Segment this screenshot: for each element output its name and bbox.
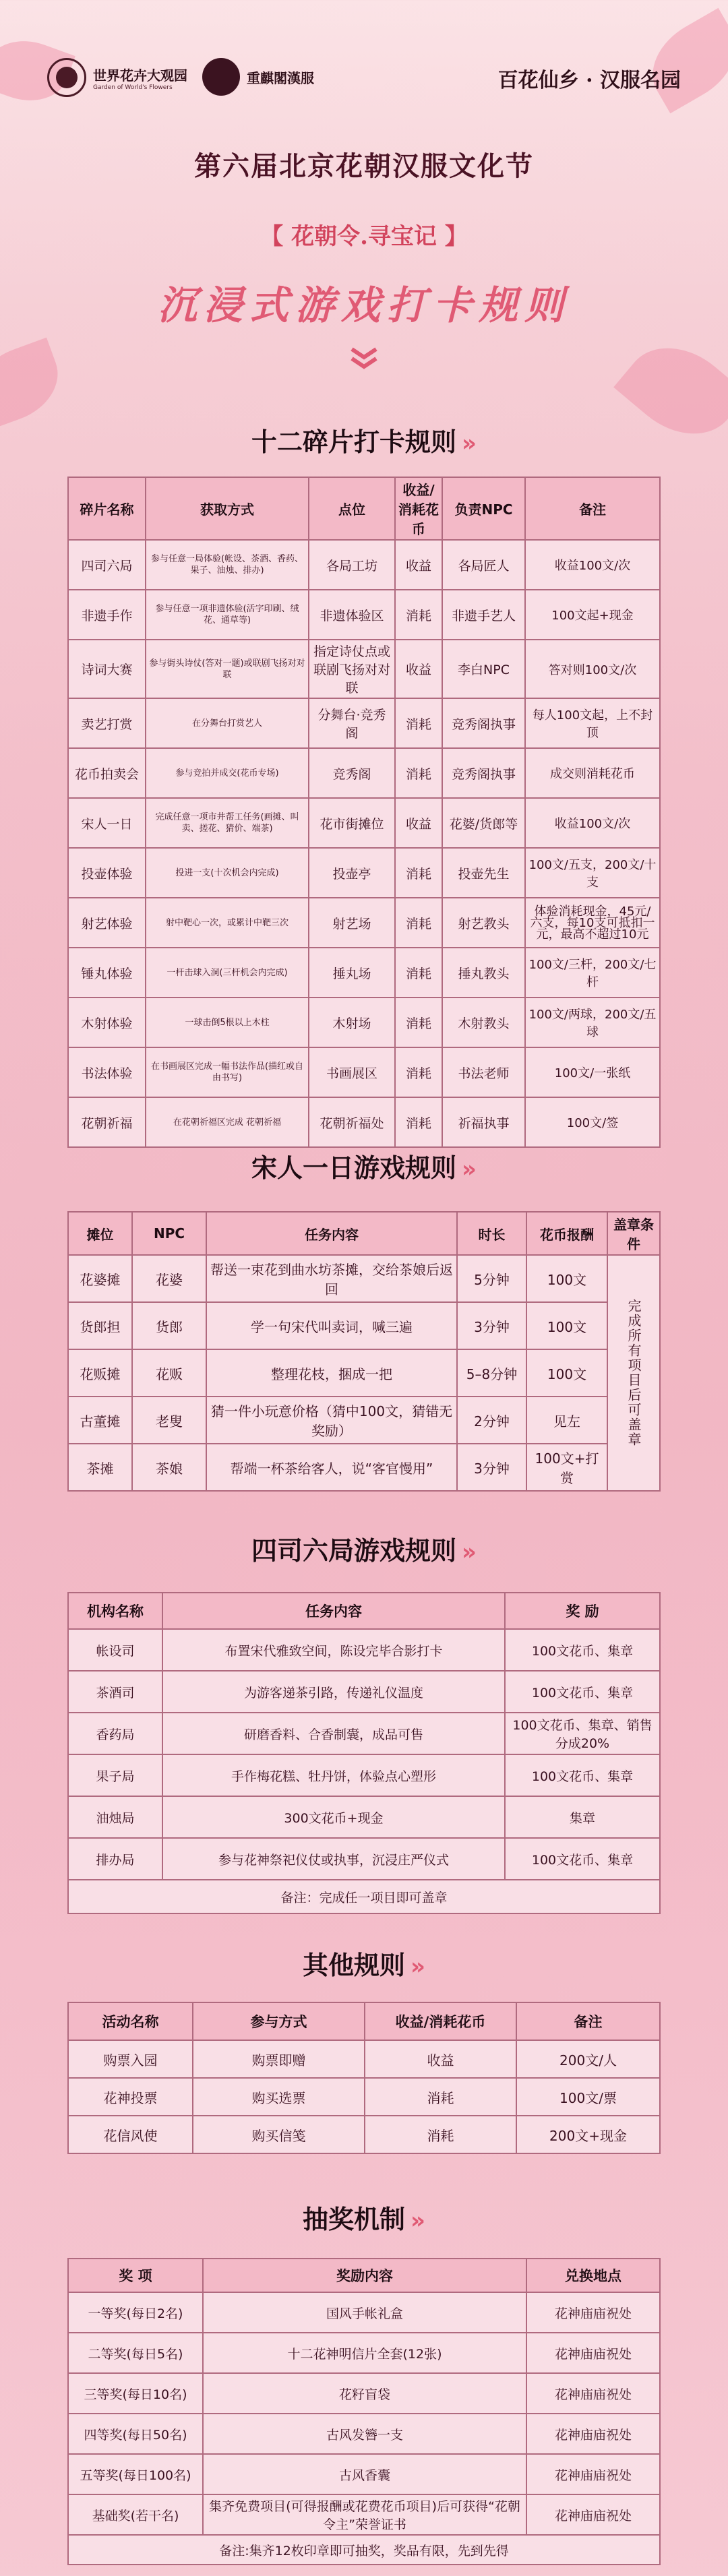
table-cell: 100文/两球，200文/五球 — [525, 998, 660, 1047]
table-cell: 三等奖(每日10名) — [68, 2373, 203, 2414]
table-cell: 成交则消耗花币 — [525, 748, 660, 798]
column-header: 奖励内容 — [203, 2259, 526, 2292]
table-cell: 5分钟 — [457, 1255, 526, 1302]
table-cell: 100文/五支，200文/十支 — [525, 848, 660, 898]
table-cell: 基础奖(若干名) — [68, 2494, 203, 2535]
table-cell: 木射体验 — [68, 998, 146, 1047]
table-row — [68, 1796, 660, 1838]
table-cell: 100文 — [526, 1255, 607, 1302]
table-cell: 收益100文/次 — [525, 540, 660, 590]
table-cell: 花神庙庙祝处 — [526, 2333, 660, 2373]
table-note-row — [68, 1880, 660, 1913]
table-cell: 竞秀阁 — [309, 748, 395, 798]
table-row — [68, 998, 660, 1047]
table-row — [68, 1838, 660, 1880]
column-header: 碎片名称 — [68, 477, 146, 540]
table-cell: 100文/三杆，200文/七杆 — [525, 948, 660, 998]
table-row — [68, 698, 660, 748]
table-row — [68, 1444, 660, 1491]
table-cell: 帐设司 — [68, 1629, 162, 1671]
table-cell: 花神投票 — [68, 2078, 193, 2116]
table-cell: 捶丸教头 — [442, 948, 525, 998]
table-cell: 100文/一张纸 — [525, 1047, 660, 1097]
table-row — [68, 1671, 660, 1713]
garden-seal-icon — [47, 58, 86, 97]
table-cell: 300文花币+现金 — [162, 1796, 505, 1838]
table-cell: 五等奖(每日100名) — [68, 2454, 203, 2494]
table-cell: 四司六局 — [68, 540, 146, 590]
garden-logo — [47, 58, 187, 97]
table-cell: 收益100文/次 — [525, 798, 660, 848]
table-cell: 2分钟 — [457, 1397, 526, 1444]
table-cell: 花神庙庙祝处 — [526, 2414, 660, 2454]
section-title-text: 四司六局游戏规则 — [251, 1536, 457, 1566]
table-cell: 购买选票 — [193, 2078, 365, 2116]
column-header: 活动名称 — [68, 2002, 193, 2040]
table-cell: 非遗手作 — [68, 590, 146, 640]
table-cell: 3分钟 — [457, 1444, 526, 1491]
table-cell: 100文/签 — [525, 1097, 660, 1147]
table-cell: 参与任意一项非遗体验(活字印刷、绒花、通草等) — [146, 590, 309, 640]
section-title-text: 其他规则 — [303, 1951, 406, 1980]
section-title-text: 十二碎片打卡规则 — [251, 427, 457, 457]
table-cell: 见左 — [526, 1397, 607, 1444]
column-header: 奖 励 — [505, 1593, 660, 1629]
table-cell: 各局工坊 — [309, 540, 395, 590]
column-header: 负责NPC — [442, 477, 525, 540]
table-cell: 学一句宋代叫卖词，喊三遍 — [206, 1302, 457, 1349]
table-cell: 射艺场 — [309, 898, 395, 948]
table-row — [68, 1349, 660, 1397]
table-cell: 非遗体验区 — [309, 590, 395, 640]
table-cell: 射艺体验 — [68, 898, 146, 948]
table-cell: 排办局 — [68, 1838, 162, 1880]
column-header: 机构名称 — [68, 1593, 162, 1629]
table-cell: 在书画展区完成一幅书法作品(描红或自由书写) — [146, 1047, 309, 1097]
table-cell: 射中靶心一次，或累计中靶三次 — [146, 898, 309, 948]
section-title-fragments — [0, 421, 728, 458]
table-cell: 消耗 — [395, 998, 442, 1047]
column-header: 收益/消耗花币 — [365, 2002, 516, 2040]
table-cell: 200文/人 — [516, 2040, 660, 2078]
table-row — [68, 590, 660, 640]
table-row — [68, 2494, 660, 2535]
column-header: 时长 — [457, 1212, 526, 1255]
column-header: 点位 — [309, 477, 395, 540]
table-row — [68, 1397, 660, 1444]
table-cell: 100文花币、集章 — [505, 1671, 660, 1713]
table-cell: 诗词大赛 — [68, 640, 146, 698]
section-title-sisi — [0, 1530, 728, 1567]
table-cell: 书法老师 — [442, 1047, 525, 1097]
other-rules-table — [67, 2002, 661, 2154]
table-cell: 100文花币、集章 — [505, 1754, 660, 1796]
table-cell: 一杆击球入洞(三杆机会内完成) — [146, 948, 309, 998]
table-cell: 木射教头 — [442, 998, 525, 1047]
table-cell: 收益 — [395, 540, 442, 590]
column-header: 兑换地点 — [526, 2259, 660, 2292]
table-note: 备注:集齐12枚印章即可抽奖，奖品有限，先到先得 — [68, 2535, 660, 2565]
table-cell: 100文花币、集章 — [505, 1838, 660, 1880]
lottery-table — [67, 2258, 661, 2565]
column-header: 奖 项 — [68, 2259, 203, 2292]
table-cell: 四等奖(每日50名) — [68, 2414, 203, 2454]
table-cell: 非遗手艺人 — [442, 590, 525, 640]
table-cell: 3分钟 — [457, 1302, 526, 1349]
column-header: 收益/消耗花币 — [395, 477, 442, 540]
column-header: 参与方式 — [193, 2002, 365, 2040]
table-cell: 100文起+现金 — [525, 590, 660, 640]
table-cell: 分舞台·竞秀阁 — [309, 698, 395, 748]
table-cell: 参与竞拍并成交(花币专场) — [146, 748, 309, 798]
table-cell: 购票入园 — [68, 2040, 193, 2078]
table-cell: 投壶先生 — [442, 848, 525, 898]
table-cell: 国风手帐礼盒 — [203, 2292, 526, 2333]
table-row — [68, 748, 660, 798]
table-cell: 花神庙庙祝处 — [526, 2373, 660, 2414]
brand-logo-text: 重麒閣漢服 — [247, 69, 314, 86]
table-row — [68, 948, 660, 998]
brand-seal-icon — [202, 58, 240, 96]
table-cell: 投壶亭 — [309, 848, 395, 898]
table-cell: 集齐免费项目(可得报酬或花费花币项目)后可获得“花朝令主”荣誉证书 — [203, 2494, 526, 2535]
section-title-text: 抽奖机制 — [303, 2205, 406, 2234]
table-cell: 花神庙庙祝处 — [526, 2454, 660, 2494]
table-cell: 宋人一日 — [68, 798, 146, 848]
column-header: 任务内容 — [162, 1593, 505, 1629]
section-title-lottery — [0, 2199, 728, 2236]
table-cell: 100文花币、集章 — [505, 1629, 660, 1671]
table-row — [68, 1097, 660, 1147]
table-row — [68, 2454, 660, 2494]
table-cell: 祈福执事 — [442, 1097, 525, 1147]
table-cell: 花朝祈福 — [68, 1097, 146, 1147]
table-cell: 卖艺打赏 — [68, 698, 146, 748]
table-cell: 二等奖(每日5名) — [68, 2333, 203, 2373]
table-cell: 李白NPC — [442, 640, 525, 698]
table-row — [68, 2078, 660, 2116]
column-header: 备注 — [525, 477, 660, 540]
table-cell: 参与花神祭祀仪仗或执事，沉浸庄严仪式 — [162, 1838, 505, 1880]
table-cell: 书画展区 — [309, 1047, 395, 1097]
garden-logo-text: 世界花卉大观园 — [93, 67, 187, 84]
column-header: 摊位 — [68, 1212, 132, 1255]
table-row — [68, 848, 660, 898]
table-cell: 答对则100文/次 — [525, 640, 660, 698]
table-cell: 消耗 — [395, 748, 442, 798]
section-title-songren — [0, 1147, 728, 1184]
table-row — [68, 2414, 660, 2454]
table-cell: 花币拍卖会 — [68, 748, 146, 798]
chevron-right-icon: » — [411, 2207, 425, 2234]
table-cell: 收益 — [395, 640, 442, 698]
table-cell: 十二花神明信片全套(12张) — [203, 2333, 526, 2373]
table-cell: 100文+打赏 — [526, 1444, 607, 1491]
table-cell: 花籽盲袋 — [203, 2373, 526, 2414]
table-cell: 体验消耗现金，45元/六支，每10支可抵扣一元，最高不超过10元 — [525, 898, 660, 948]
table-cell: 消耗 — [395, 698, 442, 748]
table-cell: 投壶体验 — [68, 848, 146, 898]
table-row — [68, 1754, 660, 1796]
table-row — [68, 2373, 660, 2414]
table-cell: 在分舞台打赏艺人 — [146, 698, 309, 748]
table-row — [68, 640, 660, 698]
table-cell: 购票即赠 — [193, 2040, 365, 2078]
table-cell: 研磨香料、合香制囊，成品可售 — [162, 1713, 505, 1754]
table-cell: 帮送一束花到曲水坊茶摊，交给茶娘后返回 — [206, 1255, 457, 1302]
table-cell: 竞秀阁执事 — [442, 748, 525, 798]
table-cell: 完成任意一项市井帮工任务(画摊、叫卖、搓花、猜价、端茶) — [146, 798, 309, 848]
table-cell: 消耗 — [365, 2116, 516, 2153]
column-header: 获取方式 — [146, 477, 309, 540]
column-header: 盖章条件 — [607, 1212, 660, 1255]
table-cell: 一球击倒5根以上木柱 — [146, 998, 309, 1047]
table-cell: 果子局 — [68, 1754, 162, 1796]
table-cell: 100文花币、集章、销售分成20% — [505, 1713, 660, 1754]
table-cell: 茶娘 — [132, 1444, 206, 1491]
table-cell: 花市街摊位 — [309, 798, 395, 848]
table-cell: 100文 — [526, 1302, 607, 1349]
column-header: NPC — [132, 1212, 206, 1255]
column-header: 任务内容 — [206, 1212, 457, 1255]
stamp-condition-cell: 完成所有项目后可盖章 — [607, 1255, 660, 1491]
section-title-other — [0, 1944, 728, 1982]
table-cell: 收益 — [395, 798, 442, 848]
table-row — [68, 2292, 660, 2333]
table-cell: 老叟 — [132, 1397, 206, 1444]
table-cell: 整理花枝，捆成一把 — [206, 1349, 457, 1397]
table-cell: 5–8分钟 — [457, 1349, 526, 1397]
chevron-down-icon — [344, 345, 384, 372]
table-cell: 消耗 — [395, 848, 442, 898]
table-cell: 参与任意一局体验(帐设、茶酒、香药、果子、油烛、排办) — [146, 540, 309, 590]
table-cell: 木射场 — [309, 998, 395, 1047]
page-subtitle: 【 花朝令.寻宝记 】 — [260, 223, 468, 250]
table-cell: 花朝祈福处 — [309, 1097, 395, 1147]
table-row — [68, 2040, 660, 2078]
column-header: 花币报酬 — [526, 1212, 607, 1255]
table-cell: 花贩摊 — [68, 1349, 132, 1397]
table-cell: 古风香囊 — [203, 2454, 526, 2494]
table-cell: 古董摊 — [68, 1397, 132, 1444]
table-cell: 油烛局 — [68, 1796, 162, 1838]
table-cell: 在花朝祈福区完成 花朝祈福 — [146, 1097, 309, 1147]
table-cell: 花婆 — [132, 1255, 206, 1302]
table-cell: 消耗 — [365, 2078, 516, 2116]
table-cell: 消耗 — [395, 1097, 442, 1147]
slogan: 百花仙乡 · 汉服名园 — [497, 69, 681, 92]
page-title: 第六届北京花朝汉服文化节 — [194, 150, 534, 182]
table-row — [68, 1255, 660, 1302]
table-cell: 花神庙庙祝处 — [526, 2494, 660, 2535]
decorative-petal — [0, 338, 69, 431]
table-cell: 竞秀阁执事 — [442, 698, 525, 748]
table-cell: 集章 — [505, 1796, 660, 1838]
table-cell: 消耗 — [395, 1047, 442, 1097]
table-row — [68, 1713, 660, 1754]
table-cell: 猜一件小玩意价格（猜中100文，猜错无奖励） — [206, 1397, 457, 1444]
table-cell: 锤丸体验 — [68, 948, 146, 998]
table-cell: 射艺教头 — [442, 898, 525, 948]
table-cell: 货郎担 — [68, 1302, 132, 1349]
chevron-right-icon: » — [462, 430, 477, 457]
table-cell: 消耗 — [395, 590, 442, 640]
table-row — [68, 1302, 660, 1349]
table-cell: 100文/票 — [516, 2078, 660, 2116]
header-logos — [47, 49, 681, 102]
table-cell: 一等奖(每日2名) — [68, 2292, 203, 2333]
column-header: 备注 — [516, 2002, 660, 2040]
table-cell: 100文 — [526, 1349, 607, 1397]
section-title-text: 宋人一日游戏规则 — [251, 1153, 457, 1183]
table-row — [68, 540, 660, 590]
table-note: 备注：完成任一项目即可盖章 — [68, 1880, 660, 1913]
table-cell: 购买信笺 — [193, 2116, 365, 2153]
table-cell: 200文+现金 — [516, 2116, 660, 2153]
table-cell: 布置宋代雅致空间，陈设完毕合影打卡 — [162, 1629, 505, 1671]
table-cell: 花贩 — [132, 1349, 206, 1397]
sisi-table — [67, 1592, 661, 1914]
table-row — [68, 2333, 660, 2373]
table-cell: 消耗 — [395, 898, 442, 948]
table-cell: 每人100文起，上不封顶 — [525, 698, 660, 748]
table-cell: 指定诗仗点或联剧飞扬对对联 — [309, 640, 395, 698]
table-row — [68, 1047, 660, 1097]
table-cell: 花信风使 — [68, 2116, 193, 2153]
chevron-right-icon: » — [462, 1539, 477, 1566]
table-cell: 投进一支(十次机会内完成) — [146, 848, 309, 898]
table-cell: 为游客递茶引路，传递礼仪温度 — [162, 1671, 505, 1713]
chevron-right-icon: » — [462, 1156, 477, 1183]
chevron-right-icon: » — [411, 1953, 425, 1980]
fragments-table — [67, 477, 661, 1148]
table-cell: 茶酒司 — [68, 1671, 162, 1713]
table-cell: 古风发簪一支 — [203, 2414, 526, 2454]
table-cell: 花婆/货郎等 — [442, 798, 525, 848]
table-cell: 香药局 — [68, 1713, 162, 1754]
page-headline: 沉浸式游戏打卡规则 — [157, 282, 570, 328]
table-note-row — [68, 2535, 660, 2565]
garden-logo-subtext: Garden of World's Flowers — [93, 84, 173, 91]
table-cell: 书法体验 — [68, 1047, 146, 1097]
table-cell: 收益 — [365, 2040, 516, 2078]
table-cell: 捶丸场 — [309, 948, 395, 998]
table-row — [68, 798, 660, 848]
table-row — [68, 898, 660, 948]
table-row — [68, 2116, 660, 2153]
table-cell: 各局匠人 — [442, 540, 525, 590]
table-row — [68, 1629, 660, 1671]
songren-table — [67, 1211, 661, 1492]
table-cell: 花婆摊 — [68, 1255, 132, 1302]
brand-logo — [202, 58, 314, 96]
table-cell: 花神庙庙祝处 — [526, 2292, 660, 2333]
table-cell: 参与街头诗仗(答对一题)或联剧飞扬对对联 — [146, 640, 309, 698]
table-cell: 消耗 — [395, 948, 442, 998]
table-cell: 帮端一杯茶给客人，说“客官慢用” — [206, 1444, 457, 1491]
table-cell: 货郎 — [132, 1302, 206, 1349]
table-cell: 茶摊 — [68, 1444, 132, 1491]
table-cell: 手作梅花糕、牡丹饼，体验点心塑形 — [162, 1754, 505, 1796]
